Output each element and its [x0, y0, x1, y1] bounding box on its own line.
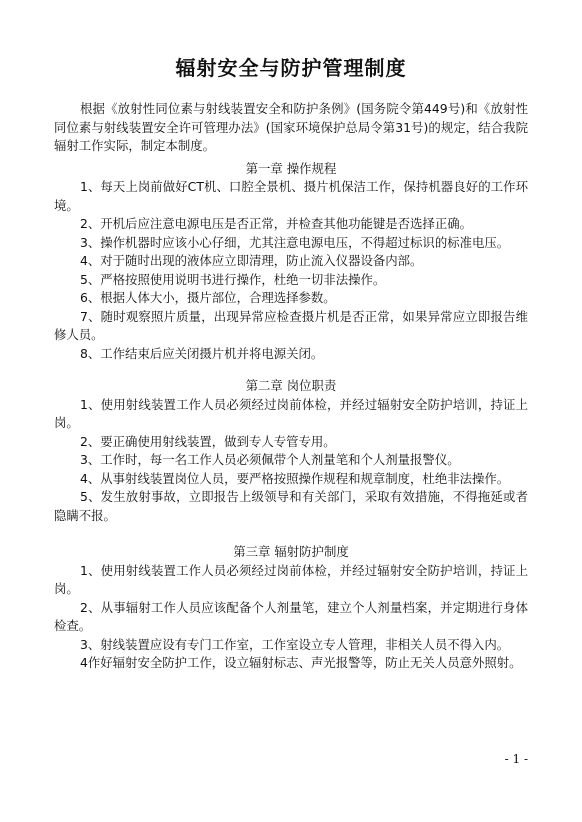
intro-paragraph: 根据《放射性同位素与射线装置安全和防护条例》(国务院令第449号)和《放射性同位素与射线装置安全许可管理办法》(国家环境保护总局令第31号)的规定，结合我院辐射工作实际，制定本制度。 [54, 101, 528, 153]
document-title: 辐射安全与防护管理制度 [175, 56, 407, 80]
chapter-2-item: 3、工作时，每一名工作人员必须佩带个人剂量笔和个人剂量报警仪。 [80, 452, 460, 467]
chapter-1-item: 7、随时观察照片质量，出现异常应检查摄片机是否正常，如果异常应立即报告维修人员。 [54, 308, 528, 342]
chapter-2-item: 4、从事射线装置岗位人员，要严格按照操作规程和规章制度，杜绝非法操作。 [80, 470, 510, 486]
chapter-3-item: 2、从事辐射工作人员应该配备个人剂量笔，建立个人剂量档案，并定期进行身体检查。 [54, 599, 528, 633]
chapter-1-heading: 第一章 操作规程 [245, 160, 337, 176]
chapter-1-item: 5、严格按照使用说明书进行操作，杜绝一切非法操作。 [80, 271, 386, 287]
chapter-3-item: 4作好辐射安全防护工作，设立辐射标志、声光报警等，防止无关人员意外照射。 [80, 655, 522, 670]
chapter-1-item: 4、对于随时出现的液体应立即清理，防止流入仪器设备内部。 [80, 253, 423, 268]
chapter-2-item: 1、使用射线装置工作人员必须经过岗前体检，并经过辐射安全防护培训，持证上岗。 [54, 396, 528, 430]
chapter-1-item: 3、操作机器时应该小心仔细，尤其注意电源电压，不得超过标识的标准电压。 [80, 234, 510, 250]
chapter-1-item: 1、每天上岗前做好CT机、口腔全景机、摄片机保洁工作，保持机器良好的工作环境。 [54, 179, 528, 213]
chapter-2-item: 2、要正确使用射线装置，做到专人专管专用。 [80, 433, 336, 449]
document-body [54, 100, 528, 673]
chapter-1-item: 6、根据人体大小，摄片部位，合理选择参数。 [80, 290, 336, 305]
chapter-3-heading: 第三章 辐射防护制度 [233, 544, 349, 559]
chapter-2-heading: 第二章 岗位职责 [245, 378, 337, 393]
page-number: - 1 - [504, 752, 528, 766]
chapter-1-item: 2、开机后应注意电源电压是否正常，并检查其他功能键是否选择正确。 [80, 216, 472, 231]
chapter-1-item: 8、工作结束后应关闭摄片机并将电源关闭。 [80, 345, 324, 361]
chapter-3-item: 1、使用射线装置工作人员必须经过岗前体检，并经过辐射安全防护培训，持证上岗。 [54, 562, 528, 596]
chapter-3-item: 3、射线装置应设有专门工作室，工作室设立专人管理，非相关人员不得入内。 [80, 636, 510, 652]
chapter-2-item: 5、发生放射事故，立即报告上级领导和有关部门，采取有效措施，不得拖延或者隐瞒不报。 [54, 489, 528, 523]
